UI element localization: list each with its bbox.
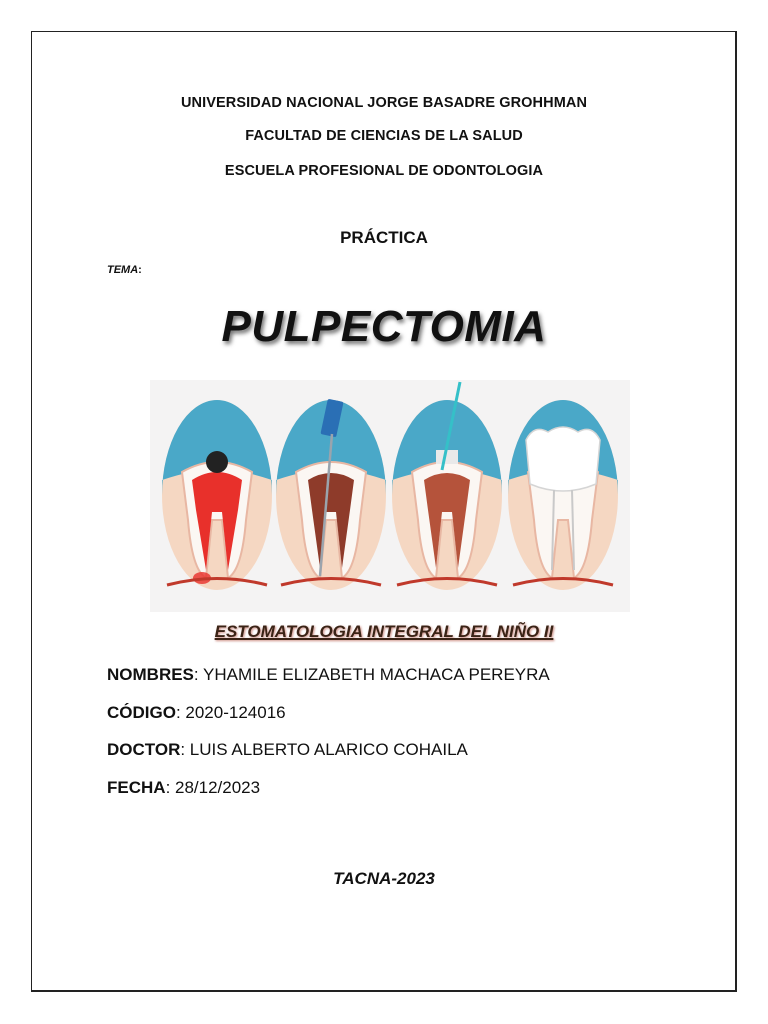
tooth-stage-1 <box>162 400 272 590</box>
field-codigo <box>107 703 286 723</box>
field-codigo-value: : 2020-124016 <box>175 703 286 722</box>
field-nombres-label: NOMBRES <box>107 665 194 684</box>
field-fecha-value: : 28/12/2023 <box>165 778 261 797</box>
university-name: UNIVERSIDAD NACIONAL JORGE BASADRE GROHHMAN <box>180 95 588 111</box>
field-nombres <box>107 665 550 685</box>
document-type: PRÁCTICA <box>340 228 428 247</box>
tooth-stage-2 <box>276 399 386 590</box>
tooth-pulpectomy-illustration <box>150 380 630 612</box>
course-name: ESTOMATOLOGIA INTEGRAL DEL NIÑO II <box>214 622 554 641</box>
tema-label <box>107 264 142 276</box>
field-fecha <box>107 778 260 798</box>
tooth-stage-3 <box>392 382 502 590</box>
city-year: TACNA-2023 <box>333 869 435 888</box>
tema-colon: : <box>138 264 142 276</box>
tema-label-text: TEMA <box>107 264 139 276</box>
school-name: ESCUELA PROFESIONAL DE ODONTOLOGIA <box>224 163 544 179</box>
field-doctor-label: DOCTOR <box>107 740 181 759</box>
faculty-name: FACULTAD DE CIENCIAS DE LA SALUD <box>245 128 523 144</box>
field-codigo-label: CÓDIGO <box>107 703 176 722</box>
field-fecha-label: FECHA <box>107 778 166 797</box>
field-nombres-value: : YHAMILE ELIZABETH MACHACA PEREYRA <box>193 665 550 684</box>
field-doctor-value: : LUIS ALBERTO ALARICO COHAILA <box>180 740 468 759</box>
field-doctor <box>107 740 468 760</box>
tooth-stage-4 <box>508 400 618 590</box>
document-title: PULPECTOMIA <box>221 302 547 351</box>
